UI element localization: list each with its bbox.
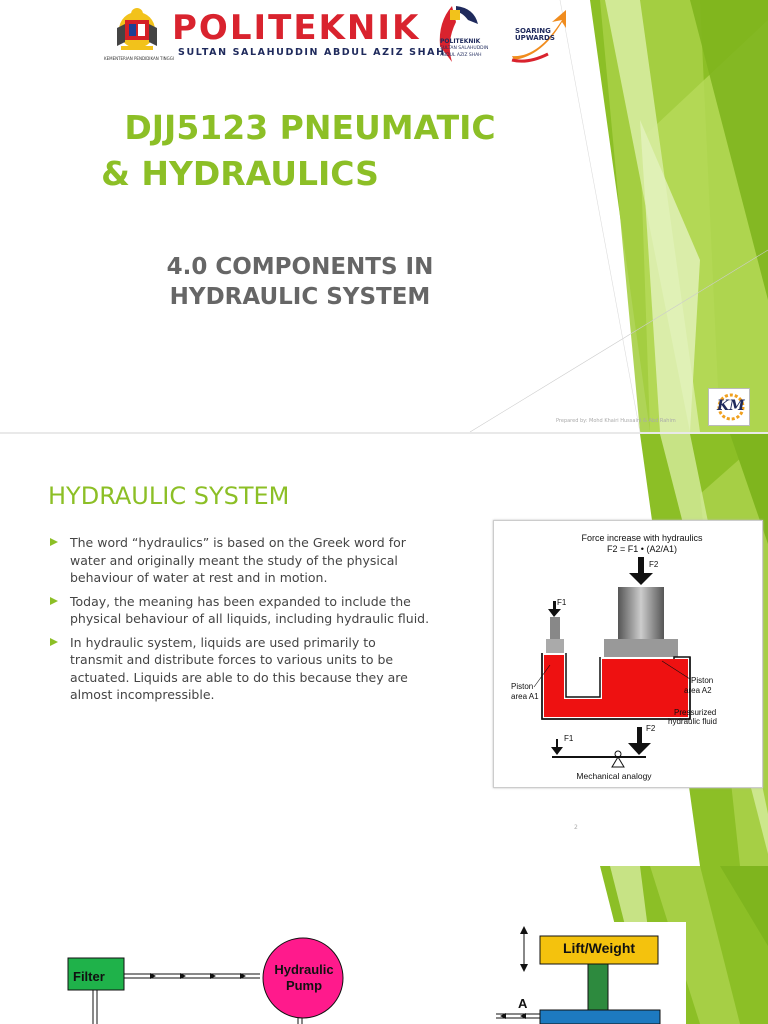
chapter-title-line1: 4.0 COMPONENTS IN — [166, 254, 434, 280]
lift-diagram — [496, 922, 686, 1024]
label-piston-a1-1: Piston — [511, 682, 534, 691]
label-piston-a1-2: area A1 — [511, 692, 539, 701]
pump-label-line1: Hydraulic — [274, 962, 334, 977]
content-slide-hydraulic-system — [0, 434, 768, 866]
bullet-arrow-icon — [50, 538, 58, 546]
logo2-line1: POLITEKNIK — [440, 38, 481, 45]
hydraulic-press-diagram — [494, 521, 762, 787]
logo2-line3: ABDUL AZIZ SHAH — [440, 53, 482, 58]
label-f1-top: F1 — [557, 598, 567, 607]
course-title-line2: & HYDRAULICS — [101, 154, 379, 193]
pump-label-line2: Pump — [285, 978, 323, 993]
hydraulic-circuit-diagram — [60, 866, 420, 1024]
label-piston-a2-1: Piston — [691, 676, 714, 685]
green-decoration — [0, 0, 768, 432]
label-analogy: Mechanical analogy — [576, 771, 652, 781]
content-slide-hydraulic-circuit — [0, 866, 768, 1024]
logo2-line2: SULTAN SALAHUDDIN — [440, 46, 489, 51]
prepared-by: Prepared by: Mohd Khairi Hussaini & Abd Rahim — [556, 418, 676, 424]
label-fluid-1: Pressurized — [674, 708, 717, 717]
badge-text: KM — [717, 398, 745, 414]
bullet-list — [50, 534, 430, 710]
bullet-arrow-icon — [50, 597, 58, 605]
bullet-item: The word “hydraulics” is based on the Greek word for water and originally meant the study of the physical behaviour of water at rest and in motion. — [50, 534, 430, 587]
label-fluid-2: hydraulic fluid — [668, 717, 717, 726]
crest-caption: KEMENTERIAN PENDIDIKAN TINGGI — [103, 56, 175, 61]
title-slide — [0, 0, 768, 432]
figure-title: Force increase with hydraulics — [581, 533, 703, 543]
course-title-line1: DJJ5123 PNEUMATIC — [124, 108, 496, 147]
filter-label: Filter — [73, 969, 105, 984]
label-f1-bottom: F1 — [564, 734, 574, 743]
page-number: 2 — [574, 824, 578, 831]
label-f2-top: F2 — [649, 560, 659, 569]
chapter-title-line2: HYDRAULIC SYSTEM — [169, 284, 431, 310]
tagline: SOARING UPWARDS — [515, 27, 555, 42]
bullet-item: In hydraulic system, liquids are used primarily to transmit and distribute forces to various units to be actuated. Liquids are able to do this because they are almost incompressible. — [50, 634, 430, 704]
bullet-item: Today, the meaning has been expanded to include the physical behaviour of all liquids, including hydraulic fluid. — [50, 593, 430, 628]
lift-label: Lift/Weight — [562, 940, 636, 956]
point-a-label: A — [518, 996, 528, 1011]
slide-heading: HYDRAULIC SYSTEM — [48, 482, 290, 510]
brand-subname: SULTAN SALAHUDDIN ABDUL AZIZ SHAH — [178, 47, 446, 58]
km-badge — [708, 388, 750, 426]
label-piston-a2-2: area A2 — [684, 686, 712, 695]
figure-formula: F2 = F1 • (A2/A1) — [607, 544, 677, 554]
brand-name: POLITEKNIK — [172, 8, 421, 48]
label-f2-bottom: F2 — [646, 724, 656, 733]
force-increase-figure — [493, 520, 763, 788]
bullet-arrow-icon — [50, 638, 58, 646]
